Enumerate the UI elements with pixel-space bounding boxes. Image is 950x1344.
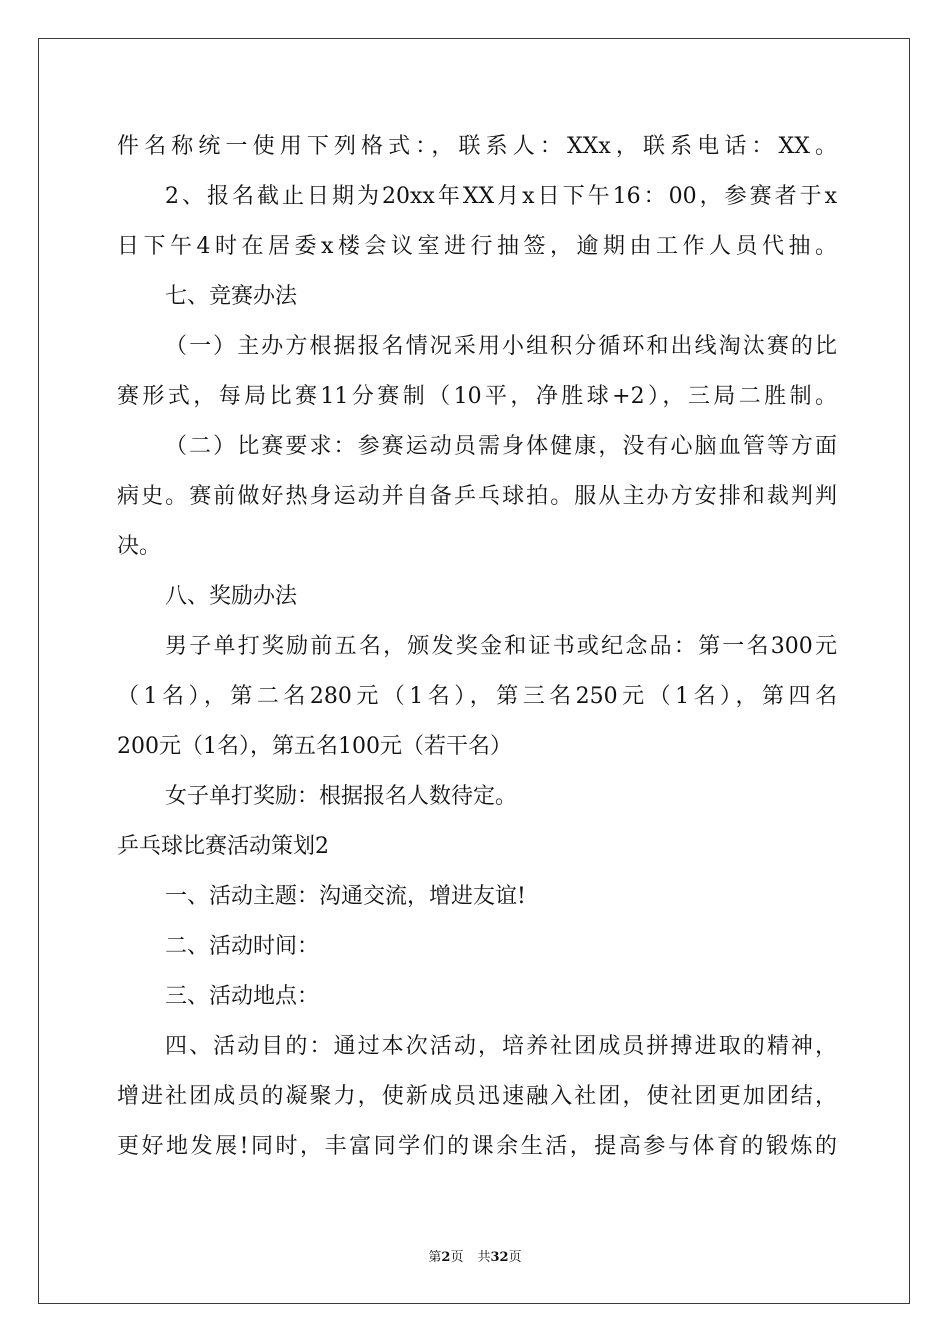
- page-suffix: 页: [450, 1250, 464, 1265]
- text-line: 日下午4时在居委x楼会议室进行抽签，逾期由工作人员代抽。: [117, 234, 837, 259]
- text-line: 更好地发展!同时，丰富同学们的课余生活，提高参与体育的锻炼的: [117, 1134, 837, 1159]
- section-heading: 七、竞赛办法: [165, 284, 298, 309]
- section-heading: 八、奖励办法: [165, 584, 298, 609]
- text-line: （一）主办方根据报名情况采用小组积分循环和出线淘汰赛的比: [165, 334, 837, 359]
- text-line: 三、活动地点：: [165, 984, 320, 1009]
- text-line: 赛形式，每局比赛11分赛制（10平，净胜球+2），三局二胜制。: [117, 384, 837, 409]
- text-line: 一、活动主题：沟通交流，增进友谊!: [165, 884, 526, 909]
- total-prefix: 共: [477, 1250, 491, 1265]
- document-subtitle: 乒乓球比赛活动策划2: [117, 834, 329, 859]
- text-line: （二）比赛要求：参赛运动员需身体健康，没有心脑血管等方面: [165, 434, 837, 459]
- text-line: 男子单打奖励前五名，颁发奖金和证书或纪念品：第一名300元: [165, 634, 837, 659]
- text-line: 决。: [117, 534, 162, 559]
- text-line: 二、活动时间：: [165, 934, 320, 959]
- text-line: 病史。赛前做好热身运动并自备乒乓球拍。服从主办方安排和裁判判: [117, 484, 837, 509]
- document-body: [117, 122, 837, 1172]
- text-line: 200元（1名），第五名100元（若干名）: [117, 734, 512, 759]
- page-prefix: 第: [428, 1250, 442, 1265]
- text-line: 女子单打奖励：根据报名人数待定。: [165, 784, 518, 809]
- page-footer: [0, 1246, 950, 1265]
- text-line: 件名称统一使用下列格式：，联系人：XXx，联系电话：XX。: [117, 134, 837, 159]
- text-line: 四、活动目的：通过本次活动，培养社团成员拼搏进取的精神，: [165, 1034, 837, 1059]
- text-line: 增进社团成员的凝聚力，使新成员迅速融入社团，使社团更加团结，: [117, 1084, 837, 1109]
- text-line: （1名），第二名280元（1名），第三名250元（1名），第四名: [117, 684, 837, 709]
- total-pages: 32: [490, 1250, 509, 1265]
- text-line: 2、报名截止日期为20xx年XX月x日下午16：00，参赛者于x: [165, 184, 837, 209]
- total-suffix: 页: [508, 1250, 522, 1265]
- page-number: 2: [441, 1250, 451, 1265]
